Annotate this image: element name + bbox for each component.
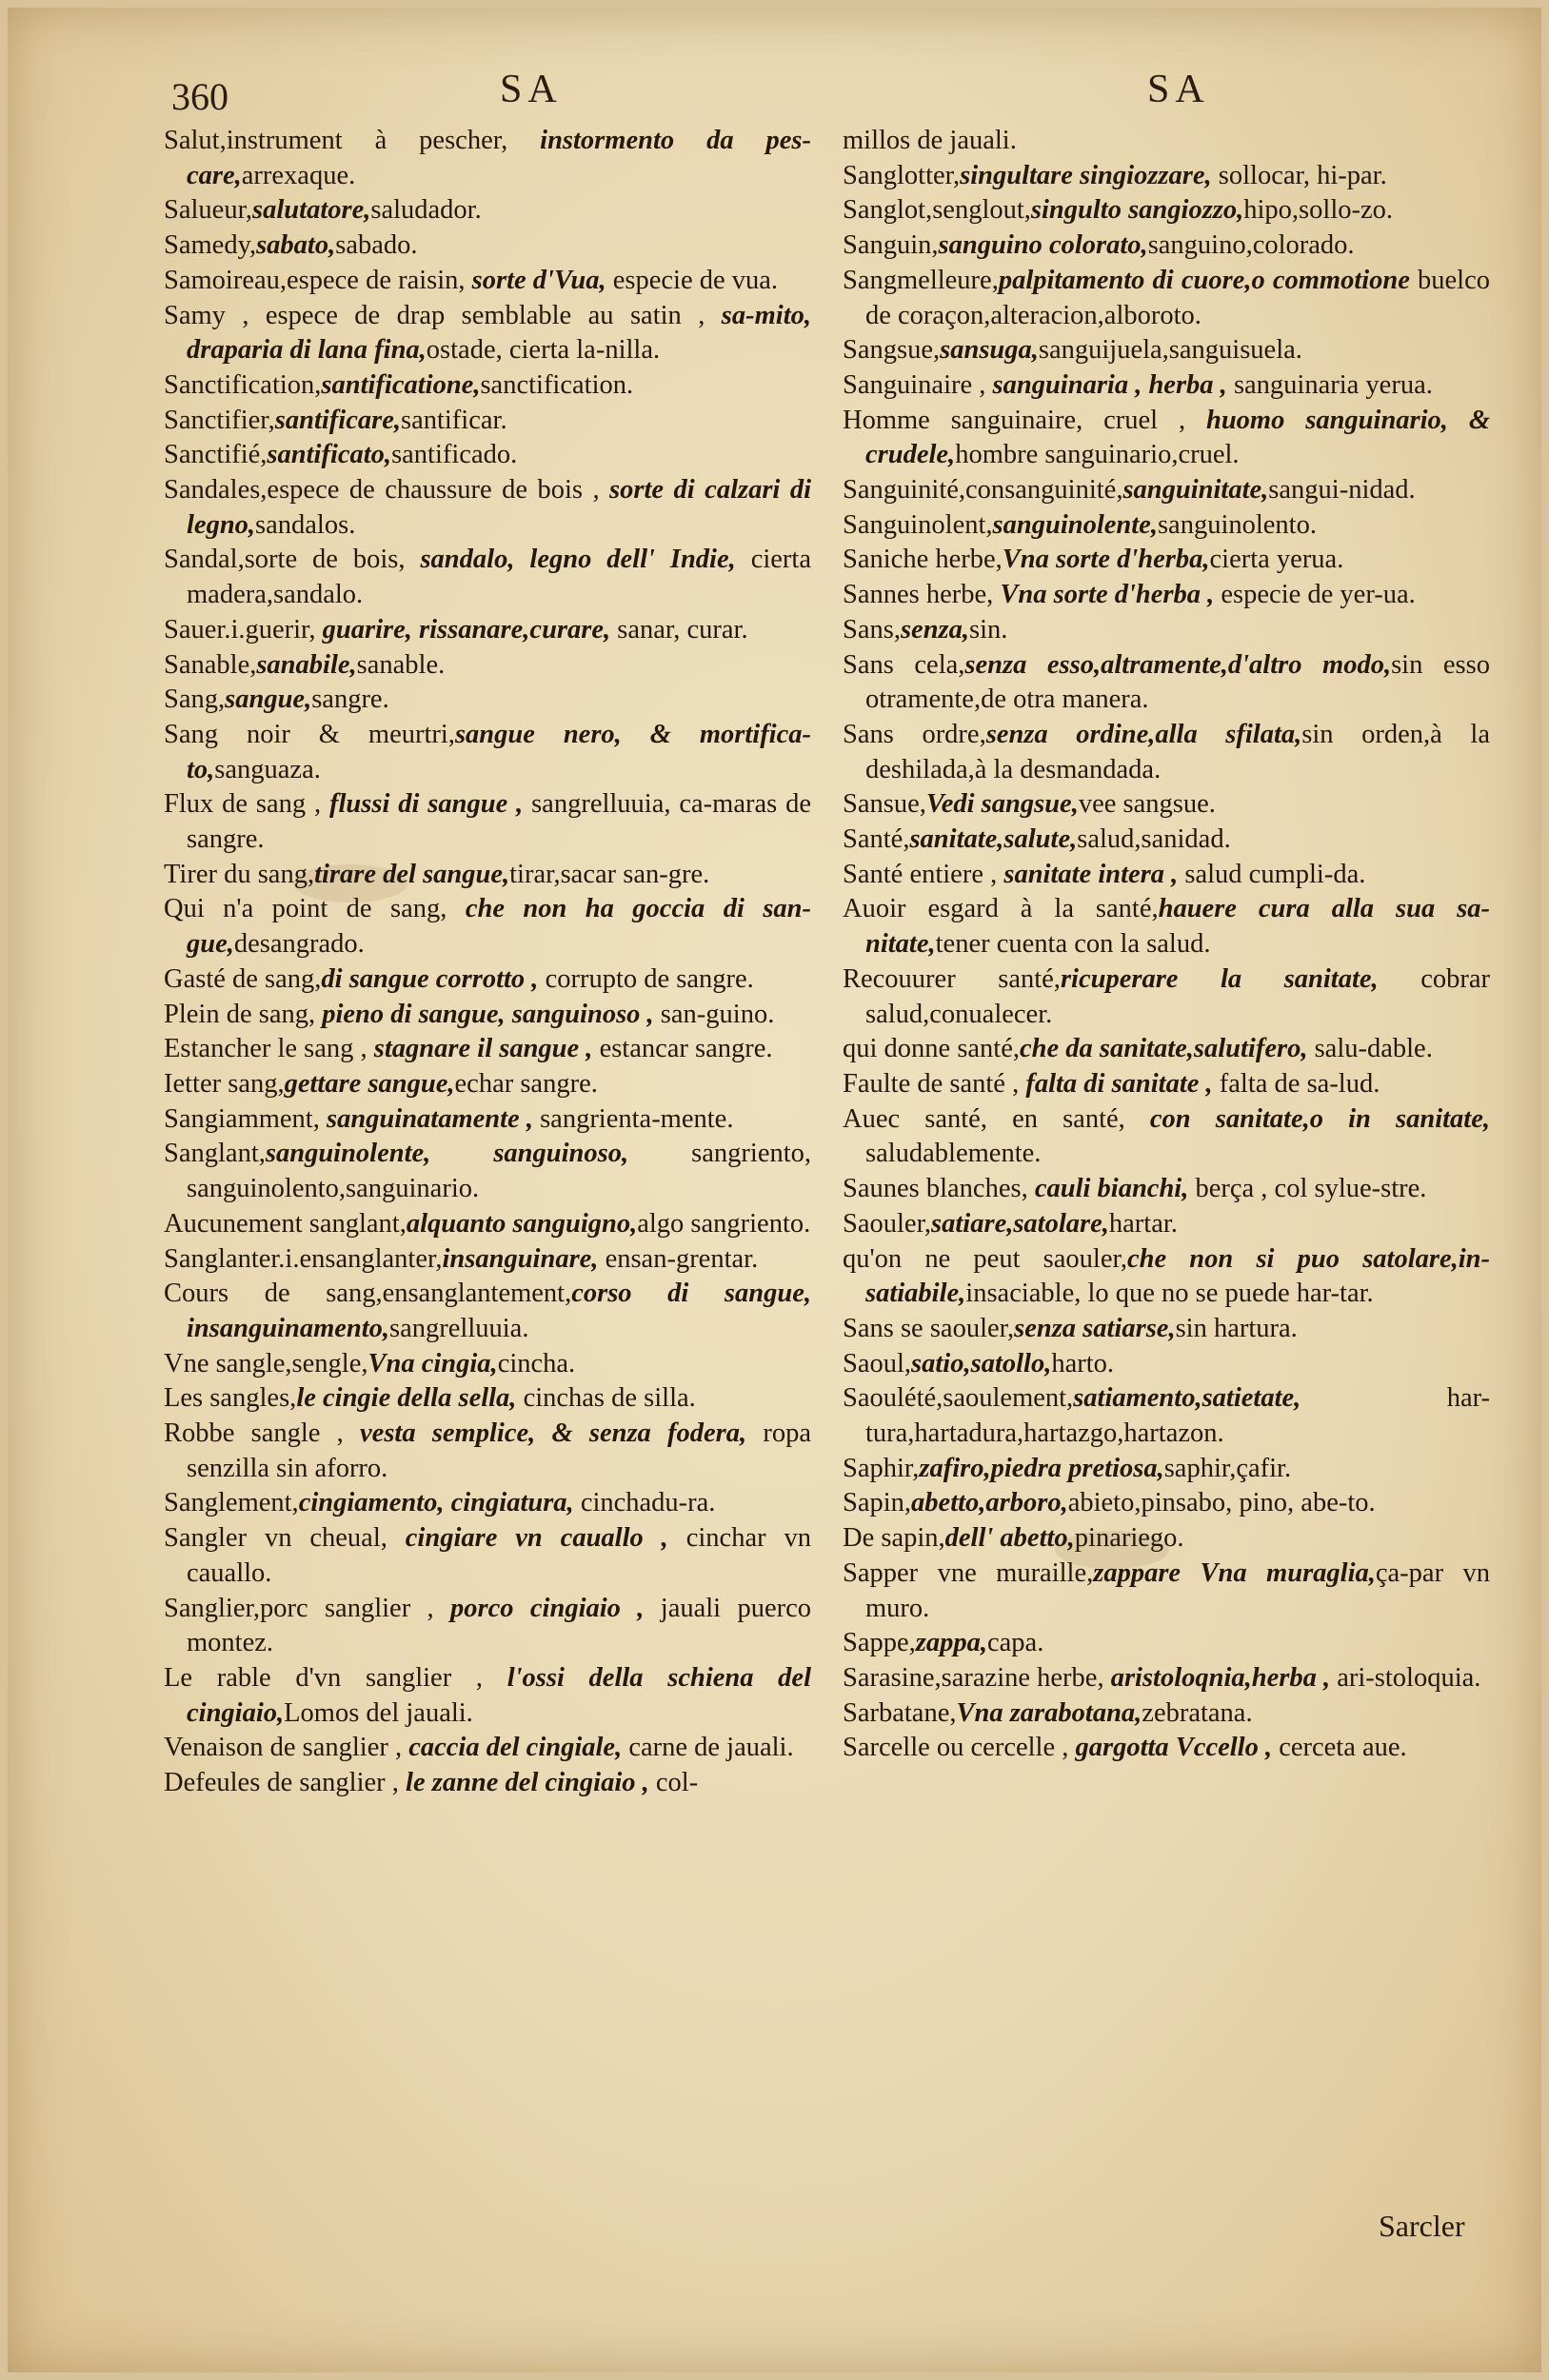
italian-translation: senza ordine,alla sfilata, bbox=[985, 719, 1302, 749]
spanish-translation: cobrar salud,conualecer. bbox=[865, 963, 1491, 1029]
headword-french: Ietter sang, bbox=[164, 1068, 285, 1099]
italian-translation: salutatore, bbox=[252, 195, 371, 226]
italian-translation: sandalo, legno dell' Indie, bbox=[420, 545, 736, 575]
headword-french: Samedy, bbox=[164, 230, 257, 261]
spanish-translation: estancar sangre. bbox=[592, 1034, 773, 1064]
italian-translation: sanguinitate, bbox=[1122, 475, 1269, 506]
spanish-translation: cerceta aue. bbox=[1272, 1733, 1407, 1763]
spanish-translation: cincha. bbox=[497, 1348, 576, 1378]
headword-french: Sauer.i.guerir, bbox=[164, 614, 323, 645]
dictionary-entry bbox=[843, 962, 1490, 1032]
spanish-translation: sollocar, hi-par. bbox=[1211, 160, 1387, 190]
headword-french: Vne sangle,sengle, bbox=[164, 1348, 368, 1378]
headword-french: Salut,instrument à pescher, bbox=[164, 126, 541, 155]
spanish-translation: hombre sanguinario,cruel. bbox=[955, 440, 1240, 470]
spanish-translation: sin esso otramente,de otra manera. bbox=[865, 649, 1490, 715]
italian-translation: cauli bianchi, bbox=[1034, 1174, 1189, 1204]
spanish-translation: sangriento, sanguinolento,sanguinario. bbox=[187, 1139, 812, 1204]
dictionary-entry bbox=[164, 299, 811, 368]
running-header-right: SA bbox=[1147, 68, 1210, 111]
headword-french: Samy , espece de drap semblable au satin , bbox=[164, 300, 722, 330]
right-column bbox=[843, 124, 1490, 1766]
spanish-translation: cierta yerua. bbox=[1209, 545, 1344, 575]
headword-french: Sans, bbox=[843, 614, 901, 645]
headword-french: Sanglier,porc sanglier , bbox=[164, 1593, 451, 1623]
headword-french: Saniche herbe, bbox=[843, 545, 1003, 575]
headword-french: Saouler, bbox=[843, 1208, 932, 1239]
headword-french: Les sangles, bbox=[164, 1383, 297, 1414]
dictionary-entry bbox=[843, 648, 1490, 718]
dictionary-entry bbox=[843, 718, 1490, 787]
dictionary-entry bbox=[843, 787, 1490, 823]
headword-french: Sanctifier, bbox=[164, 405, 275, 435]
spanish-translation: sin orden,à la deshilada,à la desmandada. bbox=[865, 719, 1490, 784]
headword-french: Saphir, bbox=[843, 1453, 920, 1483]
dictionary-entry bbox=[164, 1592, 811, 1661]
dictionary-entry bbox=[843, 1486, 1490, 1521]
spanish-translation: santificar. bbox=[400, 405, 507, 435]
italian-translation: con sanitate,o in sanitate, bbox=[1149, 1103, 1490, 1134]
spanish-translation: sanguinaria yerua. bbox=[1226, 369, 1433, 400]
headword-french: Cours de sang,ensanglantement, bbox=[164, 1279, 572, 1309]
catchword: Sarcler bbox=[1379, 2209, 1465, 2243]
headword-french: Auec santé, en santé, bbox=[843, 1103, 1150, 1134]
dictionary-entry bbox=[164, 1417, 811, 1486]
dictionary-entry bbox=[164, 1277, 811, 1346]
headword-french: Samoireau,espece de raisin, bbox=[164, 265, 472, 295]
dictionary-entry bbox=[164, 1032, 811, 1067]
headword-french: qu'on ne peut saouler, bbox=[843, 1243, 1127, 1274]
headword-french: Sanglement, bbox=[164, 1488, 299, 1518]
italian-translation: ricuperare la sanitate, bbox=[1060, 963, 1379, 994]
italian-translation: santificato, bbox=[267, 440, 392, 470]
spanish-translation: sanar, curar. bbox=[610, 614, 748, 645]
headword-french: Tirer du sang, bbox=[164, 859, 315, 889]
dictionary-entry bbox=[164, 404, 811, 439]
italian-translation: santificare, bbox=[274, 405, 401, 435]
spanish-translation: salu-dable. bbox=[1307, 1034, 1433, 1064]
italian-translation: le cingie della sella, bbox=[296, 1383, 517, 1414]
italian-translation: instormento da pes-care, bbox=[187, 126, 812, 190]
italian-translation: huomo sanguinario, & crudele, bbox=[865, 405, 1490, 470]
headword-french: Sappe, bbox=[843, 1628, 916, 1658]
headword-french: Qui n'a point de sang, bbox=[164, 894, 466, 924]
headword-french: Sanctifié, bbox=[164, 440, 268, 470]
dictionary-entry bbox=[164, 998, 811, 1033]
headword-french: Auoir esgard à la santé, bbox=[843, 894, 1159, 924]
spanish-translation: ensan-grentar. bbox=[598, 1243, 759, 1274]
italian-translation: Vna cingia, bbox=[367, 1348, 498, 1378]
spanish-translation: arrexaque. bbox=[241, 160, 356, 190]
dictionary-entry bbox=[164, 787, 811, 857]
italian-translation: senza esso,altramente,d'altro modo, bbox=[964, 649, 1392, 680]
italian-translation: cingiamento, cingiatura, bbox=[298, 1488, 574, 1518]
headword-french: Sanglot,senglout, bbox=[843, 195, 1031, 226]
italian-translation: sorte di calzari di legno, bbox=[187, 475, 811, 540]
dictionary-entry bbox=[164, 1486, 811, 1521]
italian-translation: sanabile, bbox=[256, 649, 357, 680]
headword-french: Sanguinaire , bbox=[843, 369, 993, 400]
dictionary-entry bbox=[164, 1137, 811, 1206]
italian-translation: sanguinolente, sanguinoso, bbox=[265, 1139, 629, 1169]
spanish-translation: sangui-nidad. bbox=[1268, 475, 1416, 506]
spanish-translation: Lomos del jauali. bbox=[284, 1697, 473, 1728]
italian-translation: santificatione, bbox=[321, 369, 481, 400]
headword-french: Sandales,espece de chaussure de bois , bbox=[164, 475, 610, 506]
italian-translation: che non ha goccia di san-gue, bbox=[187, 894, 811, 960]
italian-translation: le zanne del cingiaio , bbox=[406, 1768, 649, 1798]
headword-french: Gasté de sang, bbox=[164, 963, 322, 994]
dictionary-entry bbox=[164, 1207, 811, 1242]
italian-translation: falta di sanitate , bbox=[1025, 1068, 1213, 1099]
dictionary-entry bbox=[843, 193, 1490, 228]
italian-translation: pieno di sangue, sanguinoso , bbox=[322, 999, 654, 1029]
dictionary-entry bbox=[843, 333, 1490, 368]
dictionary-entry bbox=[164, 1731, 811, 1766]
dictionary-entry bbox=[164, 962, 811, 998]
dictionary-entry bbox=[843, 1347, 1490, 1382]
headword-french: Santé, bbox=[843, 824, 910, 855]
headword-french: De sapin, bbox=[843, 1523, 945, 1554]
italian-translation: sanitate,salute, bbox=[909, 824, 1078, 855]
spanish-translation: corrupto de sangre. bbox=[538, 963, 754, 994]
headword-french: Santé entiere , bbox=[843, 859, 1004, 889]
dictionary-entry bbox=[843, 1557, 1490, 1626]
headword-french: Robbe sangle , bbox=[164, 1418, 361, 1449]
headword-french: Sanguinolent, bbox=[843, 509, 993, 540]
dictionary-entry bbox=[843, 1661, 1490, 1696]
spanish-translation: har-tura,hartadura,hartazgo,hartazon. bbox=[865, 1383, 1490, 1449]
headword-french: Le rable d'vn sanglier , bbox=[164, 1662, 507, 1693]
dictionary-entry bbox=[843, 1207, 1490, 1242]
dictionary-entry bbox=[843, 543, 1490, 578]
dictionary-entry bbox=[843, 159, 1490, 194]
dictionary-entry bbox=[843, 368, 1490, 404]
headword-french: Defeules de sanglier , bbox=[164, 1768, 407, 1798]
headword-french: Sang, bbox=[164, 684, 226, 715]
dictionary-entry bbox=[164, 368, 811, 404]
spanish-translation: algo sangriento. bbox=[637, 1208, 811, 1239]
dictionary-entry bbox=[164, 613, 811, 648]
italian-translation: Vna sorte d'herba, bbox=[1002, 545, 1210, 575]
headword-french: Salueur, bbox=[164, 195, 253, 226]
spanish-translation: tener cuenta con la salud. bbox=[935, 929, 1211, 960]
headword-french: Plein de sang, bbox=[164, 999, 323, 1029]
spanish-translation: echar sangre. bbox=[454, 1068, 598, 1099]
italian-translation: Vna sorte d'herba , bbox=[1000, 580, 1215, 610]
dictionary-entry bbox=[843, 1381, 1490, 1451]
spanish-translation: ari-stoloquia. bbox=[1330, 1662, 1481, 1693]
italian-translation: sangue, bbox=[225, 684, 312, 715]
dictionary-entry bbox=[164, 438, 811, 473]
italian-translation: singultare singiozzare, bbox=[960, 160, 1212, 190]
italian-translation: hauere cura alla sua sa-nitate, bbox=[865, 894, 1490, 960]
italian-translation: alquanto sanguigno, bbox=[406, 1208, 638, 1239]
italian-translation: caccia del cingiale, bbox=[408, 1733, 623, 1763]
italian-translation: palpitamento di cuore,o commotione bbox=[998, 265, 1410, 295]
dictionary-entry bbox=[164, 193, 811, 228]
headword-french: Sanguinité,consanguinité, bbox=[843, 475, 1123, 506]
spanish-translation: cinchas de silla. bbox=[516, 1383, 696, 1414]
spanish-translation: cierta madera,sandalo. bbox=[187, 545, 811, 610]
dictionary-entry bbox=[843, 1696, 1490, 1732]
italian-translation: guarire, rissanare,curare, bbox=[322, 614, 611, 645]
headword-french: Sanglant, bbox=[164, 1139, 266, 1169]
headword-french: Saoulété,saoulement, bbox=[843, 1383, 1074, 1414]
italian-translation: vesta semplice, & senza fodera, bbox=[360, 1418, 747, 1449]
italian-translation: insanguinare, bbox=[442, 1243, 599, 1274]
spanish-translation: sabado. bbox=[335, 230, 418, 261]
spanish-translation: zebratana. bbox=[1142, 1697, 1253, 1728]
headword-french: Sarasine,sarazine herbe, bbox=[843, 1662, 1111, 1693]
italian-translation: senza satiarse, bbox=[1014, 1313, 1176, 1343]
left-column bbox=[164, 124, 811, 1801]
spanish-translation: ropa senzilla sin aforro. bbox=[187, 1418, 812, 1483]
spanish-translation: sanguinolento. bbox=[1157, 509, 1317, 540]
italian-translation: gargotta Vccello , bbox=[1075, 1733, 1273, 1763]
italian-translation: corso di sangue, insanguinamento, bbox=[187, 1279, 811, 1343]
italian-translation: l'ossi della schiena del cingiaio, bbox=[187, 1662, 811, 1728]
headword-french: Sansue, bbox=[843, 789, 926, 820]
dictionary-entry bbox=[164, 1102, 811, 1138]
headword-french: Sapin, bbox=[843, 1488, 912, 1518]
headword-french: Sarbatane, bbox=[843, 1697, 957, 1728]
headword-french: qui donne santé, bbox=[843, 1034, 1021, 1064]
spanish-translation: desangrado. bbox=[233, 929, 365, 960]
spanish-translation: salud cumpli-da. bbox=[1178, 859, 1366, 889]
dictionary-entry bbox=[843, 1102, 1490, 1172]
spanish-translation: sanguaza. bbox=[214, 754, 321, 784]
spanish-translation: harto. bbox=[1051, 1348, 1115, 1378]
italian-translation: zappa, bbox=[915, 1628, 987, 1658]
italian-translation: flussi di sangue , bbox=[329, 789, 524, 820]
dictionary-entry bbox=[843, 1312, 1490, 1347]
italian-translation: singulto sangiozzo, bbox=[1030, 195, 1244, 226]
dictionary-entry bbox=[843, 1172, 1490, 1207]
dictionary-entry bbox=[843, 508, 1490, 544]
spanish-translation: berça , col sylue-stre. bbox=[1188, 1174, 1427, 1204]
italian-translation: satio,satollo, bbox=[911, 1348, 1052, 1378]
spanish-translation: especie de yer-ua. bbox=[1214, 580, 1416, 610]
italian-translation: sanguinatamente , bbox=[326, 1103, 533, 1134]
spanish-translation: sanguino,colorado. bbox=[1147, 230, 1355, 261]
spanish-translation: buelco de coraçon,alteracion,alboroto. bbox=[865, 265, 1490, 330]
dictionary-entry bbox=[843, 1452, 1490, 1487]
headword-french: Sanglotter, bbox=[843, 160, 961, 190]
dictionary-entry bbox=[843, 124, 1490, 159]
dictionary-entry bbox=[164, 1242, 811, 1278]
dictionary-entry bbox=[843, 1626, 1490, 1661]
headword-french: Sangler vn cheual, bbox=[164, 1523, 406, 1554]
headword-french: Sarcelle ou cercelle , bbox=[843, 1733, 1076, 1763]
spanish-translation: saludador. bbox=[370, 195, 482, 226]
dictionary-entry bbox=[843, 892, 1490, 962]
dictionary-entry bbox=[843, 858, 1490, 893]
dictionary-entry bbox=[843, 578, 1490, 613]
italian-translation: Vna zarabotana, bbox=[956, 1697, 1142, 1728]
spanish-translation: salud,sanidad. bbox=[1077, 824, 1231, 855]
italian-translation: satiamento,satietate, bbox=[1073, 1383, 1301, 1414]
headword-french: Sapper vne muraille, bbox=[843, 1557, 1094, 1588]
dictionary-entry bbox=[164, 124, 811, 193]
dictionary-entry bbox=[164, 543, 811, 612]
headword-french: Estancher le sang , bbox=[164, 1034, 374, 1064]
spanish-translation: sangre. bbox=[311, 684, 389, 715]
running-header-left: SA bbox=[500, 68, 563, 111]
italian-translation: che non si puo satolare,in-satiabile, bbox=[865, 1243, 1490, 1309]
italian-translation: sabato, bbox=[256, 230, 336, 261]
spanish-translation: especie de vua. bbox=[606, 265, 779, 295]
italian-translation: sanitate intera , bbox=[1003, 859, 1179, 889]
spanish-translation: hipo,sollo-zo. bbox=[1243, 195, 1394, 226]
spanish-translation: san-guino. bbox=[653, 999, 775, 1029]
spanish-translation: hartar. bbox=[1108, 1208, 1178, 1239]
headword-french: Sanguin, bbox=[843, 230, 939, 261]
dictionary-entry bbox=[164, 648, 811, 684]
dictionary-entry bbox=[164, 1661, 811, 1731]
dictionary-entry bbox=[843, 404, 1490, 473]
spanish-translation: saludablemente. bbox=[865, 1139, 1042, 1169]
dictionary-entry bbox=[164, 473, 811, 543]
spanish-translation: sin hartura. bbox=[1175, 1313, 1298, 1343]
dictionary-entry bbox=[843, 1067, 1490, 1102]
dictionary-entry bbox=[843, 228, 1490, 264]
page-number: 360 bbox=[171, 75, 228, 118]
spanish-translation: sangrienta-mente. bbox=[532, 1103, 734, 1134]
dictionary-entry bbox=[164, 683, 811, 718]
dictionary-entry bbox=[164, 1067, 811, 1102]
italian-translation: sa-mito, draparia di lana fina, bbox=[187, 300, 811, 366]
dictionary-entry bbox=[164, 1521, 811, 1591]
spanish-translation: insaciable, lo que no se puede har-tar. bbox=[965, 1279, 1374, 1309]
headword-french: Sans cela, bbox=[843, 649, 965, 680]
headword-french: Sandal,sorte de bois, bbox=[164, 545, 421, 575]
spanish-translation: col- bbox=[648, 1768, 699, 1798]
spanish-translation: sangrelluuia. bbox=[389, 1313, 529, 1343]
spanish-translation: santificado. bbox=[391, 440, 518, 470]
dictionary-entry bbox=[843, 823, 1490, 858]
headword-french: Faulte de santé , bbox=[843, 1068, 1026, 1099]
dictionary-entry bbox=[164, 858, 811, 893]
spanish-translation: pinariego. bbox=[1074, 1523, 1184, 1554]
headword-french: Sangmelleure, bbox=[843, 265, 999, 295]
headword-french: Sanglanter.i.ensanglanter, bbox=[164, 1243, 443, 1274]
spanish-translation: carne de jauali. bbox=[622, 1733, 794, 1763]
italian-translation: sanguinolente, bbox=[992, 509, 1158, 540]
italian-translation: abetto,arboro, bbox=[911, 1488, 1068, 1518]
spanish-translation: sanable. bbox=[356, 649, 446, 680]
dictionary-entry bbox=[843, 1242, 1490, 1312]
headword-french: Sangsue, bbox=[843, 335, 941, 366]
headword-french: Saoul, bbox=[843, 1348, 912, 1378]
dictionary-entry bbox=[843, 1032, 1490, 1067]
headword-french: Recouurer santé, bbox=[843, 963, 1061, 994]
headword-french: Sang noir & meurtri, bbox=[164, 719, 455, 749]
italian-translation: tirare del sangue, bbox=[314, 859, 510, 889]
headword-french: Sanable, bbox=[164, 649, 257, 680]
dictionary-entry bbox=[164, 228, 811, 264]
spanish-translation: cinchar vn cauallo. bbox=[187, 1523, 811, 1588]
spanish-translation: jauali puerco montez. bbox=[187, 1593, 811, 1658]
spanish-translation: falta de sa-lud. bbox=[1212, 1068, 1380, 1099]
italian-translation: di sangue corrotto , bbox=[321, 963, 539, 994]
dictionary-entry bbox=[843, 613, 1490, 648]
spanish-translation: sandalos. bbox=[255, 509, 356, 540]
spanish-translation: sanctification. bbox=[480, 369, 634, 400]
dictionary-entry bbox=[164, 1347, 811, 1382]
italian-translation: stagnare il sangue , bbox=[373, 1034, 593, 1064]
spanish-translation: abieto,pinsabo, pino, abe-to. bbox=[1067, 1488, 1376, 1518]
headword-french: Flux de sang , bbox=[164, 789, 330, 820]
dictionary-entry bbox=[843, 1521, 1490, 1557]
spanish-translation: ostade, cierta la-nilla. bbox=[426, 335, 661, 366]
italian-translation: zafiro,piedra pretiosa, bbox=[919, 1453, 1164, 1483]
headword-french: Sangiamment, bbox=[164, 1103, 327, 1134]
headword-french: Sans ordre, bbox=[843, 719, 986, 749]
headword-french: Aucunement sanglant, bbox=[164, 1208, 407, 1239]
italian-translation: che da sanitate,salutifero, bbox=[1020, 1034, 1308, 1064]
italian-translation: sansuga, bbox=[940, 335, 1039, 366]
headword-french: Homme sanguinaire, cruel , bbox=[843, 405, 1206, 435]
italian-translation: dell' abetto, bbox=[944, 1523, 1075, 1554]
italian-translation: porco cingiaio , bbox=[450, 1593, 645, 1623]
spanish-translation: ça-par vn muro. bbox=[865, 1557, 1490, 1623]
dictionary-entry bbox=[164, 1381, 811, 1417]
dictionary-entry bbox=[164, 892, 811, 962]
italian-translation: aristoloqnia,herba , bbox=[1110, 1662, 1331, 1693]
italian-translation: sangue nero, & mortifica-to, bbox=[187, 719, 811, 784]
spanish-translation: vee sangsue. bbox=[1078, 789, 1216, 820]
italian-translation: zappare Vna muraglia, bbox=[1093, 1557, 1376, 1588]
italian-translation: satiare,satolare, bbox=[931, 1208, 1109, 1239]
dictionary-entry bbox=[164, 718, 811, 787]
spanish-translation: tirar,sacar san-gre. bbox=[509, 859, 710, 889]
dictionary-entry bbox=[164, 264, 811, 299]
italian-translation: gettare sangue, bbox=[284, 1068, 455, 1099]
headword-french: Venaison de sanglier , bbox=[164, 1733, 409, 1763]
dictionary-entry bbox=[843, 264, 1490, 333]
headword-french: Sannes herbe, bbox=[843, 580, 1001, 610]
dictionary-entry bbox=[843, 473, 1490, 508]
spanish-translation: capa. bbox=[987, 1628, 1044, 1658]
spanish-translation: cinchadu-ra. bbox=[573, 1488, 716, 1518]
headword-french: Sanctification, bbox=[164, 369, 322, 400]
italian-translation: sanguino colorato, bbox=[938, 230, 1148, 261]
dictionary-entry bbox=[843, 1731, 1490, 1766]
headword-french: Sans se saouler, bbox=[843, 1313, 1015, 1343]
italian-translation: sorte d'Vua, bbox=[471, 265, 606, 295]
headword-french: Saunes blanches, bbox=[843, 1174, 1035, 1204]
italian-translation: senza, bbox=[900, 614, 970, 645]
spanish-translation: sanguijuela,sanguisuela. bbox=[1038, 335, 1302, 366]
spanish-translation: saphir,çafir. bbox=[1163, 1453, 1292, 1483]
dictionary-entry bbox=[164, 1766, 811, 1801]
italian-translation: cingiare vn cauallo , bbox=[405, 1523, 668, 1554]
headword-french: millos de jauali. bbox=[843, 126, 1017, 155]
italian-translation: Vedi sangsue, bbox=[925, 789, 1079, 820]
italian-translation: sanguinaria , herba , bbox=[992, 369, 1227, 400]
spanish-translation: sin. bbox=[969, 614, 1008, 645]
spanish-translation: sangrelluuia, ca-maras de sangre. bbox=[187, 789, 811, 855]
